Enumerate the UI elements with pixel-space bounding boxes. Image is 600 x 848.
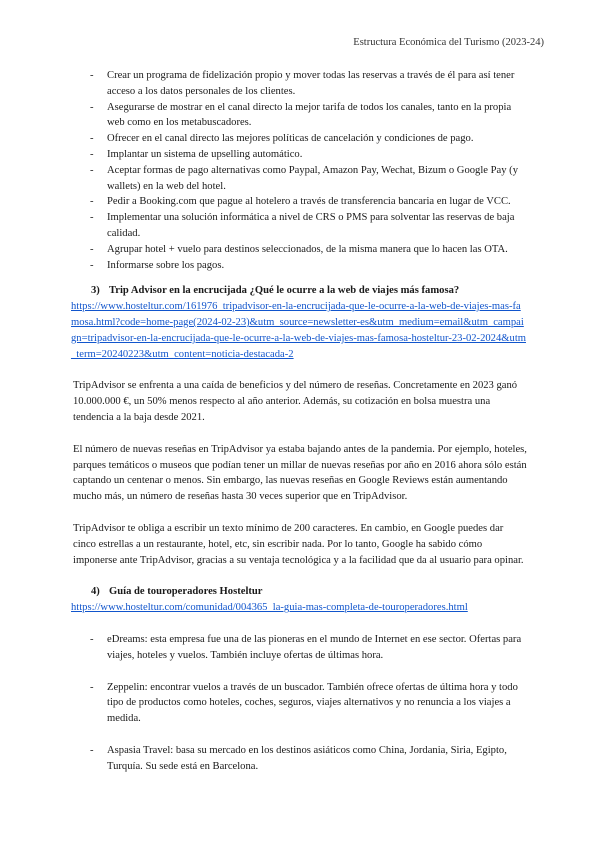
list-item: - Implementar una solución informática a nivel de CRS o PMS para solventar las reservas de baja calidad. [73, 210, 528, 242]
list-item: - Agrupar hotel + vuelo para destinos seleccionados, de la misma manera que lo hacen las OTA. [73, 242, 528, 258]
list-item: - Aspasia Travel: basa su mercado en los destinos asiáticos como China, Jordania, Siria, Egipto, Turquía. Su sede está en Barcelona. [73, 743, 528, 775]
section-title: Guía de touroperadores Hosteltur [109, 586, 263, 598]
paragraph: El número de nuevas reseñas en TripAdvisor ya estaba bajando antes de la pandemia. Por ejemplo, hoteles, parques temáticos o museos que podían tener un millar de nuevas reseñas por año en 2016 ahora sólo están captando un centenar o menos. Sin embargo, las nuevas reseñas en Google Reviews están aumentando mucho más, un número de reseñas hasta 30 veces superior que en TripAdvisor. [73, 443, 527, 503]
section-number: 3) [91, 285, 100, 297]
list-item: - Zeppelin: encontrar vuelos a través de un buscador. También ofrece ofertas de última hora y todo tipo de productos como hoteles, coches, seguros, viajes alternativos y no renuncia a los viajes a medida. [73, 680, 528, 727]
list-item: - Ofrecer en el canal directo las mejores políticas de cancelación y condiciones de pago. [73, 131, 528, 147]
list-item: - Asegurarse de mostrar en el canal directo la mejor tarifa de todos los canales, tanto en la propia web como en los metabuscadores. [73, 100, 528, 132]
recommendations-list [73, 68, 528, 273]
list-item: - eDreams: esta empresa fue una de las pioneras en el mundo de Internet en ese sector. Ofertas para viajes, hoteles y vuelos. También incluye ofertas de últimas hora. [73, 632, 528, 664]
list-item: - Aceptar formas de pago alternativas como Paypal, Amazon Pay, Wechat, Bizum o Google Pay (y wallets) en la web del hotel. [73, 163, 528, 195]
paragraph: TripAdvisor te obliga a escribir un texto mínimo de 200 caracteres. En cambio, en Google puedes dar cinco estrellas a un restaurante, hotel, etc, sin escribir nada. Por lo tanto, Google ha sabido cómo imponerse ante TripAdvisor, gracias a su ventaja tecnológica y a la facilidad que da al usuario para opinar. [73, 522, 524, 566]
paragraph: TripAdvisor se enfrenta a una caída de beneficios y del número de reseñas. Concretamente en 2023 ganó 10.000.000 €, un 50% menos respecto al año anterior. Además, su cotización en bolsa muestra una tendencia a la baja desde 2021. [73, 380, 518, 423]
list-item: - Pedir a Booking.com que pague al hotelero a través de transferencia bancaria en lugar de VCC. [73, 194, 528, 210]
section-3-heading [73, 283, 528, 299]
document-body [73, 68, 528, 790]
tripadvisor-article-link[interactable]: https://www.hosteltur.com/161976_tripadvisor-en-la-encrucijada-que-le-ocurre-a-la-web-de-viajes-mas-famosa.html?code=home-page(2024-02-23)&utm_source=newsletter-es&utm_medium=email&utm_campaign=tripadvisor-en-la-encrucijada-que-le-ocurre-a-la-web-de-viajes-mas-famosa-hosteltur-23-02-2024&utm_term=20240223&utm_content=noticia-destacada-2 [71, 301, 526, 360]
section-number: 4) [91, 586, 100, 598]
section-title: Trip Advisor en la encrucijada ¿Qué le ocurre a la web de viajes más famosa? [109, 285, 460, 297]
touroperadores-list [73, 632, 528, 775]
section-4-heading [73, 584, 528, 600]
list-item: - Crear un programa de fidelización propio y mover todas las reservas a través de él para así tener acceso a los datos personales de los clientes. [73, 68, 528, 100]
list-item: - Implantar un sistema de upselling automático. [73, 147, 528, 163]
list-item: - Informarse sobre los pagos. [73, 258, 528, 274]
running-header: Estructura Económica del Turismo (2023-24) [353, 37, 544, 48]
touroperadores-guide-link[interactable]: https://www.hosteltur.com/comunidad/004365_la-guia-mas-completa-de-touroperadores.html [71, 602, 468, 614]
